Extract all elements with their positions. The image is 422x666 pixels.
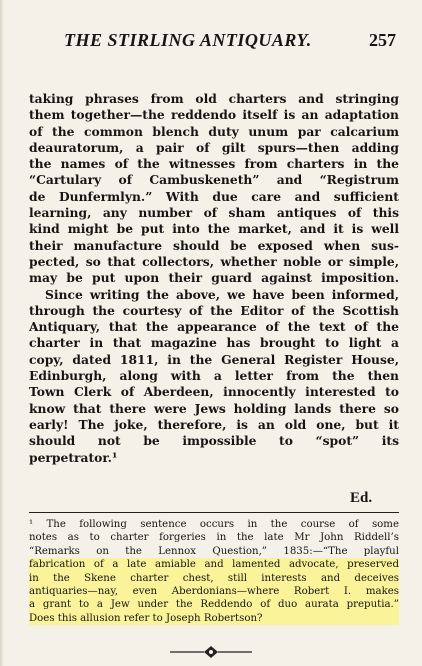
running-title: THE STIRLING ANTIQUARY. — [64, 30, 312, 50]
footnote-line-highlighted: Does this allusion refer to Joseph Robertson? — [29, 612, 399, 625]
body-text — [29, 91, 399, 466]
footnote-line-highlighted: antiquaries—nay, even Aberdonians—where Robert I. makes — [29, 586, 399, 598]
fleuron-ornament-icon — [0, 644, 422, 663]
body-line: their manufacture should be exposed when sus- — [29, 237, 399, 253]
body-line: of the common blench duty unum par calcarium — [29, 123, 399, 139]
body-line: Antiquary, that the appearance of the text of the — [29, 319, 399, 335]
body-line: Town Clerk of Aberdeen, innocently interested to — [29, 384, 399, 400]
body-line: Since writing the above, we have been informed, — [45, 286, 399, 302]
body-line: de Dunfermlyn.” With due care and sufficient — [29, 188, 399, 204]
body-line: taking phrases from old charters and stringing — [29, 91, 399, 106]
body-line: them together—the reddendo itself is an adaptation — [29, 107, 399, 123]
footnote-line: “Remarks on the Lennox Question,” 1835:—“The playful — [29, 545, 399, 557]
body-line: the names of the witnesses from charters in the — [29, 156, 399, 172]
footnote-line: notes as to charter forgeries in the late Mr John Riddell’s — [29, 532, 399, 544]
page-header — [0, 30, 422, 56]
page-number: 257 — [369, 30, 396, 50]
body-line: learning, any number of sham antiques of this — [29, 205, 399, 221]
body-line: early! The joke, therefore, is an old one, but it — [29, 416, 399, 432]
footnote — [29, 518, 399, 625]
editor-signature: Ed. — [350, 490, 373, 506]
footnote-line-highlighted: in the Skene charter chest, still interests and deceives — [29, 572, 399, 584]
footnote-divider — [29, 512, 399, 513]
body-line: through the courtesy of the Editor of the Scottish — [29, 302, 399, 318]
footnote-line: ¹ The following sentence occurs in the course of some — [29, 519, 399, 530]
body-line: deauratorum, a pair of gilt spurs—then adding — [29, 139, 399, 155]
page-crease-shadow — [0, 0, 4, 666]
body-line: perpetrator.¹ — [29, 449, 118, 465]
body-line: may be put upon their guard against imposition. — [29, 270, 399, 286]
body-line: charter in that magazine has brought to light a — [29, 335, 399, 351]
body-line: copy, dated 1811, in the General Register House, — [29, 351, 399, 367]
body-line: pected, so that collectors, whether noble or simple, — [29, 253, 399, 269]
body-line: kind might be put into the market, and it is well — [29, 221, 399, 237]
footnote-line-highlighted: a grant to a Jew under the Reddendo of duo aurata preputia.” — [29, 599, 399, 611]
body-line: should not be impossible to “spot” its — [29, 433, 399, 449]
body-line: “Cartulary of Cambuskeneth” and “Registrum — [29, 172, 399, 188]
body-line: Edinburgh, along with a letter from the then — [29, 368, 399, 384]
body-line: know that there were Jews holding lands there so — [29, 400, 399, 416]
footnote-line-highlighted: fabrication of a late amiable and lamented advocate, preserved — [29, 559, 399, 571]
